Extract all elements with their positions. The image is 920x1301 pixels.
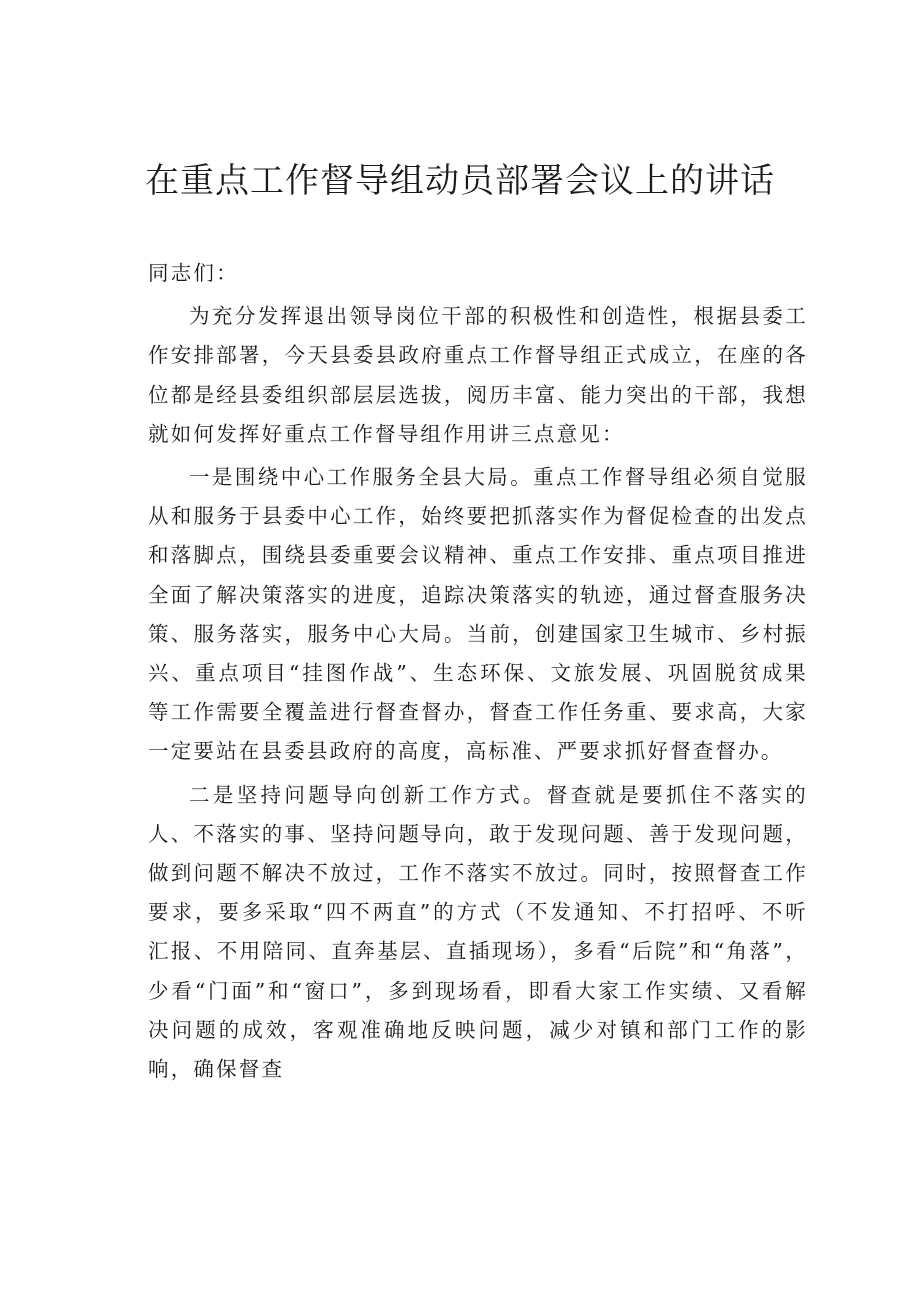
document-title: 在重点工作督导组动员部署会议上的讲话 xyxy=(145,161,775,201)
paragraph-point-two: 二是坚持问题导向创新工作方式。督查就是要抓住不落实的人、不落实的事、坚持问题导向，敢于发现问题、善于发现问题，做到问题不解决不放过，工作不落实不放过。同时，按照督查工作要求，要多采取“四不两直”的方式（不发通知、不打招呼、不听汇报、不用陪同、直奔基层、直插现场），多看“后院”和“角落”，少看“门面”和“窗口”，多到现场看，即看大家工作实绩、又看解决问题的成效，客观准确地反映问题，减少对镇和部门工作的影响，确保督查 xyxy=(148,782,808,1082)
paragraph-intro: 为充分发挥退出领导岗位干部的积极性和创造性，根据县委工作安排部署，今天县委县政府重点工作督导组正式成立，在座的各位都是经县委组织部层层选拔，阅历丰富、能力突出的干部，我想就如何发挥好重点工作督导组作用讲三点意见： xyxy=(148,304,808,446)
salutation: 同志们： xyxy=(148,261,239,285)
document-body xyxy=(148,254,808,1093)
paragraph-point-one: 一是围绕中心工作服务全县大局。重点工作督导组必须自觉服从和服务于县委中心工作，始终要把抓落实作为督促检查的出发点和落脚点，围绕县委重要会议精神、重点工作安排、重点项目推进全面了解决策落实的进度，追踪决策落实的轨迹，通过督查服务决策、服务落实，服务中心大局。当前，创建国家卫生城市、乡村振兴、重点项目“挂图作战”、生态环保、文旅发展、巩固脱贫成果等工作需要全覆盖进行督查督办，督查工作任务重、要求高，大家一定要站在县委县政府的高度，高标准、严要求抓好督查督办。 xyxy=(148,465,808,764)
